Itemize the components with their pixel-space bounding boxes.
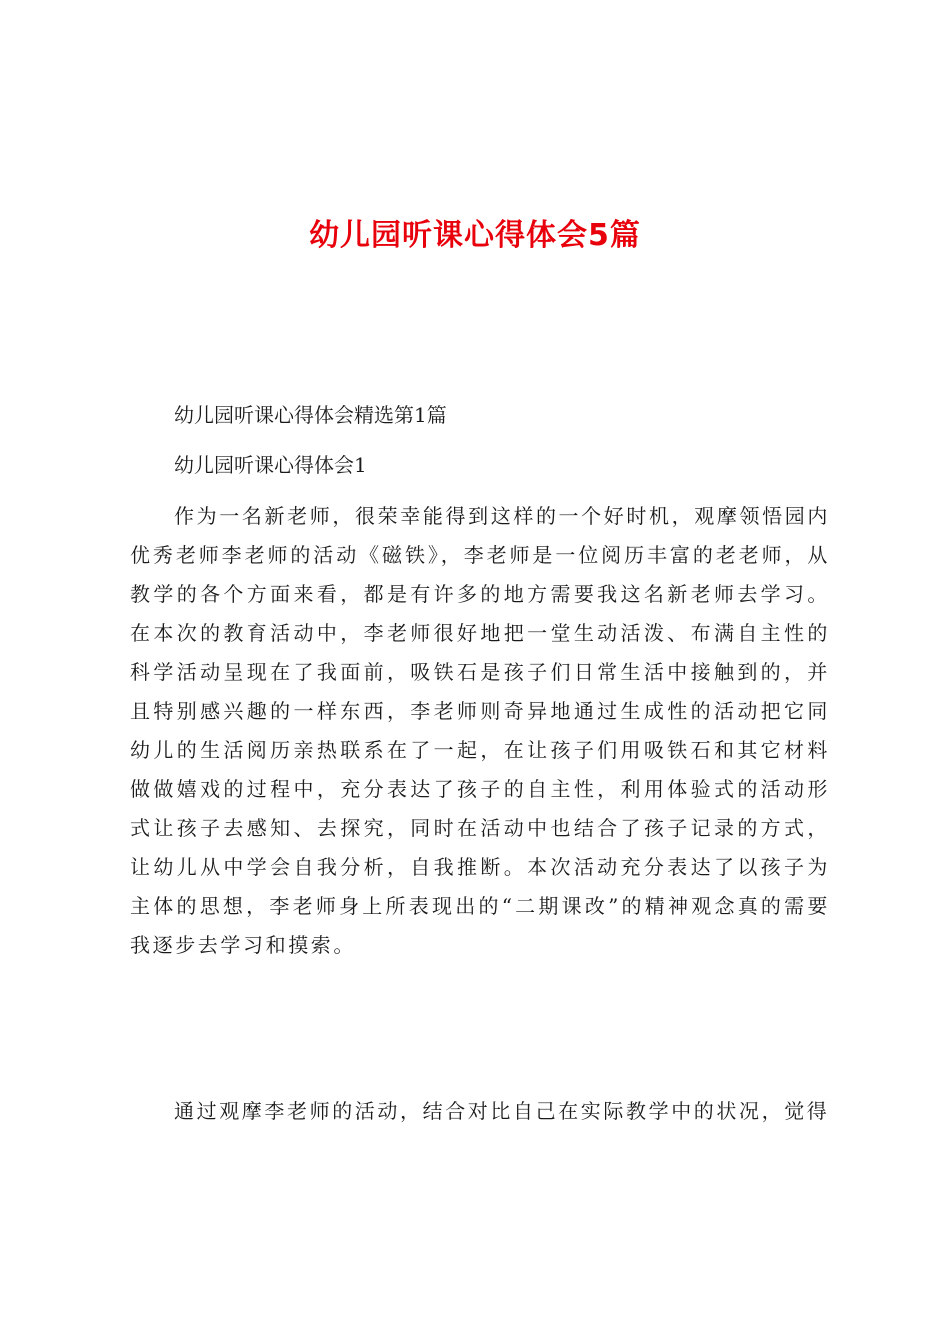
- document-title: 幼儿园听课心得体会5篇: [309, 218, 641, 253]
- section-heading: 幼儿园听课心得体会精选第1篇: [174, 403, 447, 427]
- sub-heading: 幼儿园听课心得体会1: [174, 453, 367, 477]
- body-paragraph-2: 通过观摩李老师的活动，结合对比自己在实际教学中的状况，觉得: [174, 1099, 830, 1123]
- body-paragraph-1: 作为一名新老师，很荣幸能得到这样的一个好时机，观摩领悟园内优秀老师李老师的活动《磁铁》，李老师是一位阅历丰富的老老师，从教学的各个方面来看，都是有许多的地方需要我这名新老师去学习。在本次的教育活动中，李老师很好地把一堂生动活泼、布满自主性的科学活动呈现在了我面前，吸铁石是孩子们日常生活中接触到的，并且特别感兴趣的一样东西，李老师则奇异地通过生成性的活动把它同幼儿的生活阅历亲热联系在了一起，在让孩子们用吸铁石和其它材料做做嬉戏的过程中，充分表达了孩子的自主性，利用体验式的活动形式让孩子去感知、去探究，同时在活动中也结合了孩子记录的方式，让幼儿从中学会自我分析，自我推断。本次活动充分表达了以孩子为主体的思想，李老师身上所表现出的“二期课改”的精神观念真的需要我逐步去学习和摸索。: [130, 504, 830, 957]
